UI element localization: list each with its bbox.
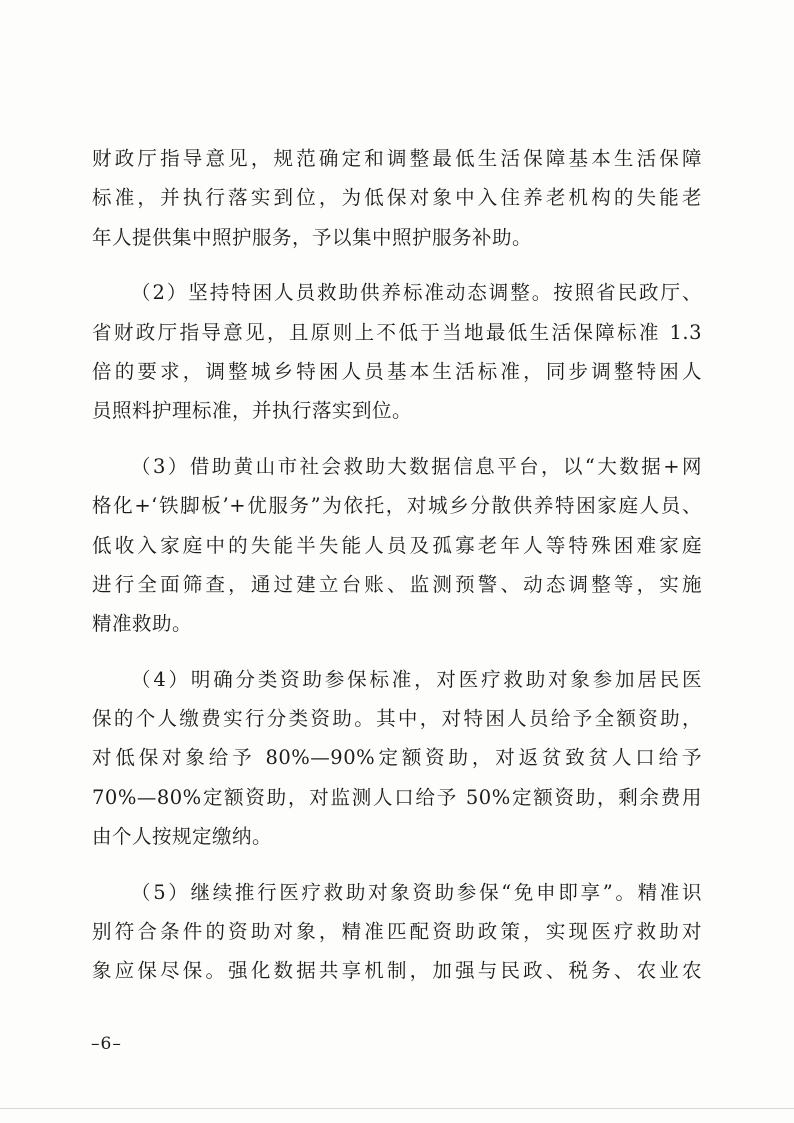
paragraph-gap	[92, 431, 702, 447]
text-line: 象应保尽保。强化数据共享机制，加强与民政、税务、农业农	[92, 959, 702, 983]
paragraph	[92, 873, 702, 991]
text-line: 标准，并执行落实到位，为低保对象中入住养老机构的失能老	[92, 186, 702, 210]
body-text	[92, 139, 702, 991]
text-line: （5）继续推行医疗救助对象资助参保“免申即享”。精准识	[131, 880, 702, 904]
text-line: 低收入家庭中的失能半失能人员及孤寡老年人等特殊困难家庭	[92, 533, 702, 557]
text-line: 省财政厅指导意见，且原则上不低于当地最低生活保障标准 1.3	[92, 320, 702, 344]
text-line: 精准救助。	[92, 612, 193, 636]
paragraph	[92, 139, 702, 257]
paragraph-gap	[92, 857, 702, 873]
paragraph	[92, 660, 702, 857]
text-line: 倍的要求，调整城乡特困人员基本生活标准，同步调整特困人	[92, 359, 702, 383]
paragraph	[92, 273, 702, 431]
text-line: 70%—80%定额资助，对监测人口给予 50%定额资助，剩余费用	[92, 785, 702, 809]
paragraph-gap	[92, 257, 702, 273]
text-line: 格化+‘铁脚板’+优服务”为依托，对城乡分散供养特困家庭人员、	[92, 494, 702, 518]
text-line: 别符合条件的资助对象，精准匹配资助政策，实现医疗救助对	[92, 920, 702, 944]
text-line: （4）明确分类资助参保标准，对医疗救助对象参加居民医	[131, 667, 702, 691]
text-line: 进行全面筛查，通过建立台账、监测预警、动态调整等，实施	[92, 572, 702, 596]
text-line: 对低保对象给予 80%—90%定额资助，对返贫致贫人口给予	[92, 746, 702, 770]
paragraph	[92, 447, 702, 644]
page-number: –6–	[91, 1034, 122, 1054]
page-bottom-edge	[0, 1108, 794, 1109]
paragraph-gap	[92, 644, 702, 660]
text-line: （2）坚持特困人员救助供养标准动态调整。按照省民政厅、	[131, 281, 702, 305]
text-line: 保的个人缴费实行分类资助。其中，对特困人员给予全额资助，	[92, 707, 702, 731]
text-line: 年人提供集中照护服务，予以集中照护服务补助。	[92, 225, 533, 249]
text-line: 员照料护理标准，并执行落实到位。	[92, 399, 413, 423]
text-line: 财政厅指导意见，规范确定和调整最低生活保障基本生活保障	[92, 147, 702, 170]
text-line: 由个人按规定缴纳。	[92, 825, 273, 849]
text-line: （3）借助黄山市社会救助大数据信息平台，以“大数据+网	[131, 454, 702, 478]
